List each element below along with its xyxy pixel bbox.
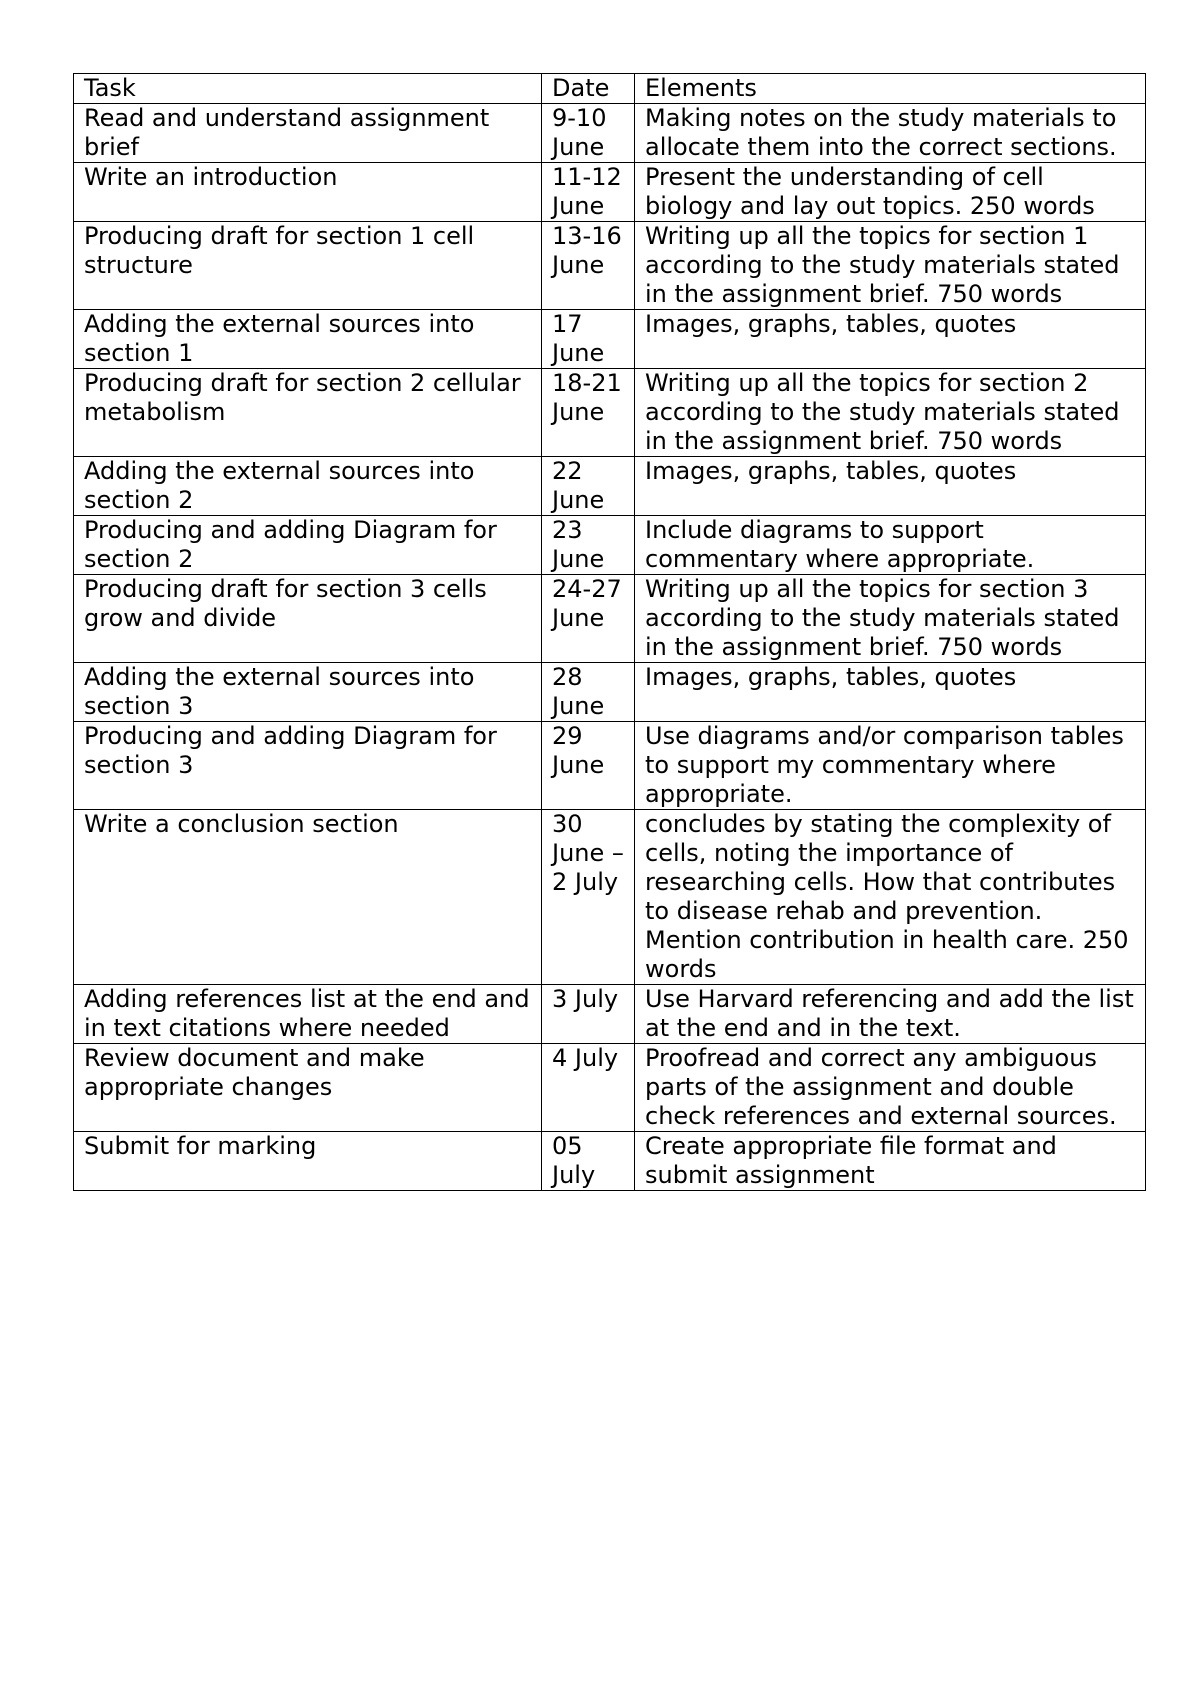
elements-cell: Images, graphs, tables, quotes <box>635 457 1146 516</box>
study-plan-table <box>73 73 1146 1191</box>
table-row <box>74 222 1146 310</box>
task-cell: Review document and make appropriate changes <box>74 1044 542 1132</box>
task-cell: Adding the external sources into section 3 <box>74 663 542 722</box>
date-cell: 28 June <box>542 663 635 722</box>
table-row <box>74 810 1146 985</box>
elements-cell: Images, graphs, tables, quotes <box>635 310 1146 369</box>
date-cell: 22 June <box>542 457 635 516</box>
table-row <box>74 575 1146 663</box>
table-row <box>74 457 1146 516</box>
task-cell: Producing draft for section 2 cellular metabolism <box>74 369 542 457</box>
task-cell: Submit for marking <box>74 1132 542 1191</box>
table-row <box>74 516 1146 575</box>
table-row <box>74 663 1146 722</box>
elements-cell: Create appropriate file format and submit assignment <box>635 1132 1146 1191</box>
elements-cell: Include diagrams to support commentary where appropriate. <box>635 516 1146 575</box>
header-task: Task <box>74 74 542 104</box>
task-cell: Write a conclusion section <box>74 810 542 985</box>
elements-cell: Writing up all the topics for section 1 according to the study materials stated in the assignment brief. 750 words <box>635 222 1146 310</box>
date-cell: 4 July <box>542 1044 635 1132</box>
date-cell: 13-16 June <box>542 222 635 310</box>
table-row <box>74 104 1146 163</box>
header-elements: Elements <box>635 74 1146 104</box>
task-cell: Producing and adding Diagram for section 3 <box>74 722 542 810</box>
task-cell: Producing draft for section 3 cells grow and divide <box>74 575 542 663</box>
elements-cell: Present the understanding of cell biology and lay out topics. 250 words <box>635 163 1146 222</box>
task-cell: Adding references list at the end and in text citations where needed <box>74 985 542 1044</box>
elements-cell: Use diagrams and/or comparison tables to support my commentary where appropriate. <box>635 722 1146 810</box>
table-row <box>74 369 1146 457</box>
elements-cell: Use Harvard referencing and add the list at the end and in the text. <box>635 985 1146 1044</box>
date-cell: 18-21 June <box>542 369 635 457</box>
date-cell: 29 June <box>542 722 635 810</box>
header-date: Date <box>542 74 635 104</box>
task-cell: Write an introduction <box>74 163 542 222</box>
date-cell: 17 June <box>542 310 635 369</box>
date-cell: 30 June – 2 July <box>542 810 635 985</box>
task-cell: Producing and adding Diagram for section 2 <box>74 516 542 575</box>
date-cell: 05 July <box>542 1132 635 1191</box>
date-cell: 3 July <box>542 985 635 1044</box>
elements-cell: Writing up all the topics for section 2 according to the study materials stated in the assignment brief. 750 words <box>635 369 1146 457</box>
table-row <box>74 310 1146 369</box>
table-row <box>74 163 1146 222</box>
elements-cell: Images, graphs, tables, quotes <box>635 663 1146 722</box>
task-cell: Adding the external sources into section 2 <box>74 457 542 516</box>
date-cell: 24-27 June <box>542 575 635 663</box>
elements-cell: Proofread and correct any ambiguous parts of the assignment and double check references and external sources. <box>635 1044 1146 1132</box>
elements-cell: Making notes on the study materials to allocate them into the correct sections. <box>635 104 1146 163</box>
table-row <box>74 1044 1146 1132</box>
date-cell: 23 June <box>542 516 635 575</box>
table-row <box>74 985 1146 1044</box>
elements-cell: Writing up all the topics for section 3 according to the study materials stated in the assignment brief. 750 words <box>635 575 1146 663</box>
elements-cell: concludes by stating the complexity of cells, noting the importance of researching cells. How that contributes to disease rehab and prevention. Mention contribution in health care. 250 words <box>635 810 1146 985</box>
date-cell: 9-10 June <box>542 104 635 163</box>
date-cell: 11-12 June <box>542 163 635 222</box>
task-cell: Read and understand assignment brief <box>74 104 542 163</box>
task-cell: Producing draft for section 1 cell structure <box>74 222 542 310</box>
task-cell: Adding the external sources into section 1 <box>74 310 542 369</box>
table-row <box>74 1132 1146 1191</box>
table-row <box>74 722 1146 810</box>
table-header-row <box>74 74 1146 104</box>
